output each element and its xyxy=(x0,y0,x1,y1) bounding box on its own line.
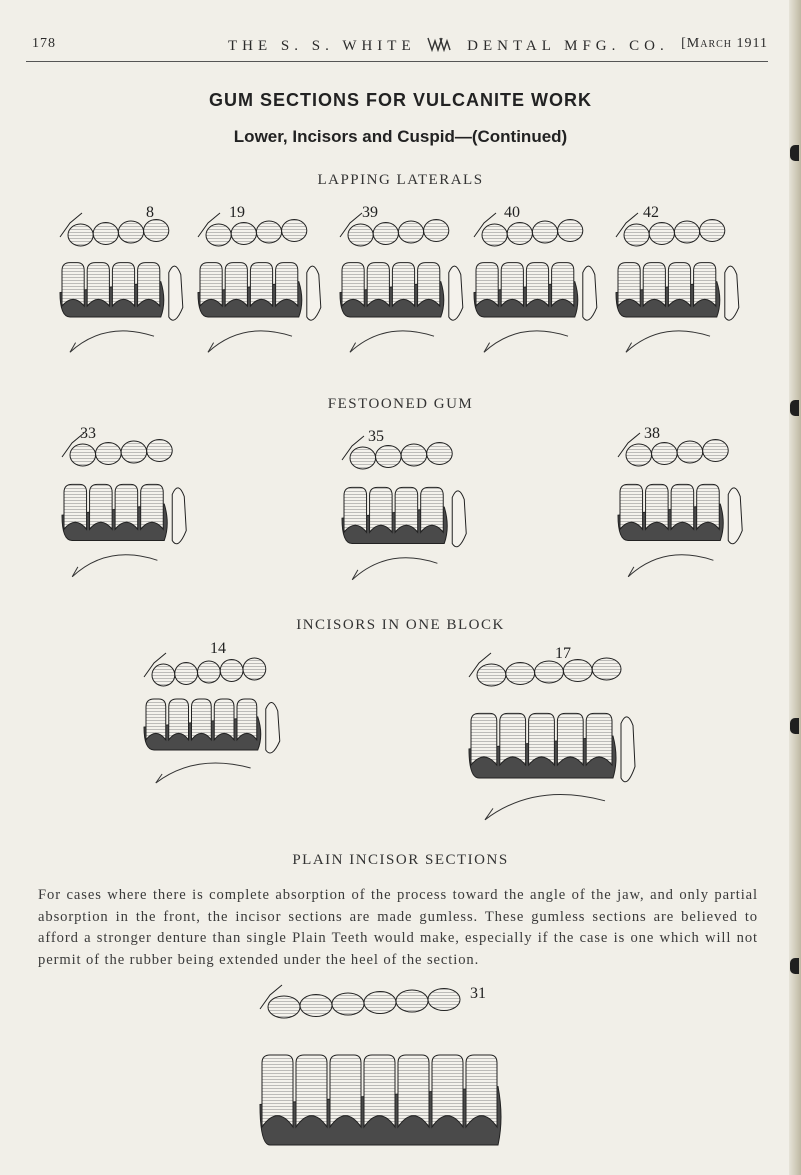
description-paragraph: For cases where there is complete absorption of the process toward the angle of the jaw, and only partial absorption in the front, the incisor sections are made gumless. These gumless sections are believed to afford a stronger denture than single Plain Teeth would make, especially if the case is one which will not permit of the rubber being extended under the heel of the section. xyxy=(38,887,758,968)
plate-drawing xyxy=(250,965,550,1170)
plate-number: 40 xyxy=(504,204,520,221)
gum-section-plate xyxy=(465,645,665,835)
header-rule xyxy=(26,61,768,62)
plate-number: 39 xyxy=(362,204,378,221)
gum-section-plate xyxy=(336,205,476,365)
section-heading-incisors-in-one-block: INCISORS IN ONE BLOCK xyxy=(296,617,505,633)
running-header xyxy=(26,34,774,60)
company-logo-icon xyxy=(426,36,452,52)
plate-number: 8 xyxy=(146,204,154,221)
gum-section-plate xyxy=(58,425,200,590)
gum-section-plate xyxy=(194,205,334,365)
plate-number: 42 xyxy=(643,204,659,221)
issue-date: [March 1911 xyxy=(681,36,768,51)
gum-section-plate xyxy=(612,205,752,365)
edge-mark xyxy=(790,718,799,734)
plate-drawing xyxy=(465,645,665,835)
running-title xyxy=(228,36,669,55)
running-title-left: THE S. S. WHITE xyxy=(228,38,416,54)
page-title: GUM SECTIONS FOR VULCANITE WORK xyxy=(209,90,592,110)
plate-number: 33 xyxy=(80,425,96,442)
page-number: 178 xyxy=(32,36,56,51)
plate-number: 38 xyxy=(644,425,660,442)
plate-drawing xyxy=(470,205,610,365)
plate-drawing xyxy=(56,205,196,365)
gum-section-plate xyxy=(338,428,480,593)
plate-number: 35 xyxy=(368,428,384,445)
section-heading-lapping-laterals: LAPPING LATERALS xyxy=(317,172,484,188)
running-title-right: DENTAL MFG. CO. xyxy=(467,38,669,54)
page-subtitle: Lower, Incisors and Cuspid—(Continued) xyxy=(233,127,568,146)
edge-mark xyxy=(790,145,799,161)
plate-number: 14 xyxy=(210,640,226,657)
plate-drawing xyxy=(194,205,334,365)
gum-section-plate xyxy=(614,425,756,590)
plate-number: 19 xyxy=(229,204,245,221)
plate-drawing xyxy=(614,425,756,590)
plate-drawing xyxy=(58,425,200,590)
gum-section-plate xyxy=(140,645,298,795)
plate-drawing xyxy=(612,205,752,365)
edge-mark xyxy=(790,958,799,974)
gum-section-plate xyxy=(56,205,196,365)
plate-number: 31 xyxy=(470,985,486,1002)
gum-section-plate xyxy=(250,965,550,1170)
plate-number: 17 xyxy=(555,645,571,662)
gum-section-plate xyxy=(470,205,610,365)
plate-drawing xyxy=(338,428,480,593)
plate-drawing xyxy=(140,645,298,795)
section-heading-festooned-gum: FESTOONED GUM xyxy=(327,396,474,412)
plate-drawing xyxy=(336,205,476,365)
section-heading-plain-incisor-sections: PLAIN INCISOR SECTIONS xyxy=(292,852,509,868)
